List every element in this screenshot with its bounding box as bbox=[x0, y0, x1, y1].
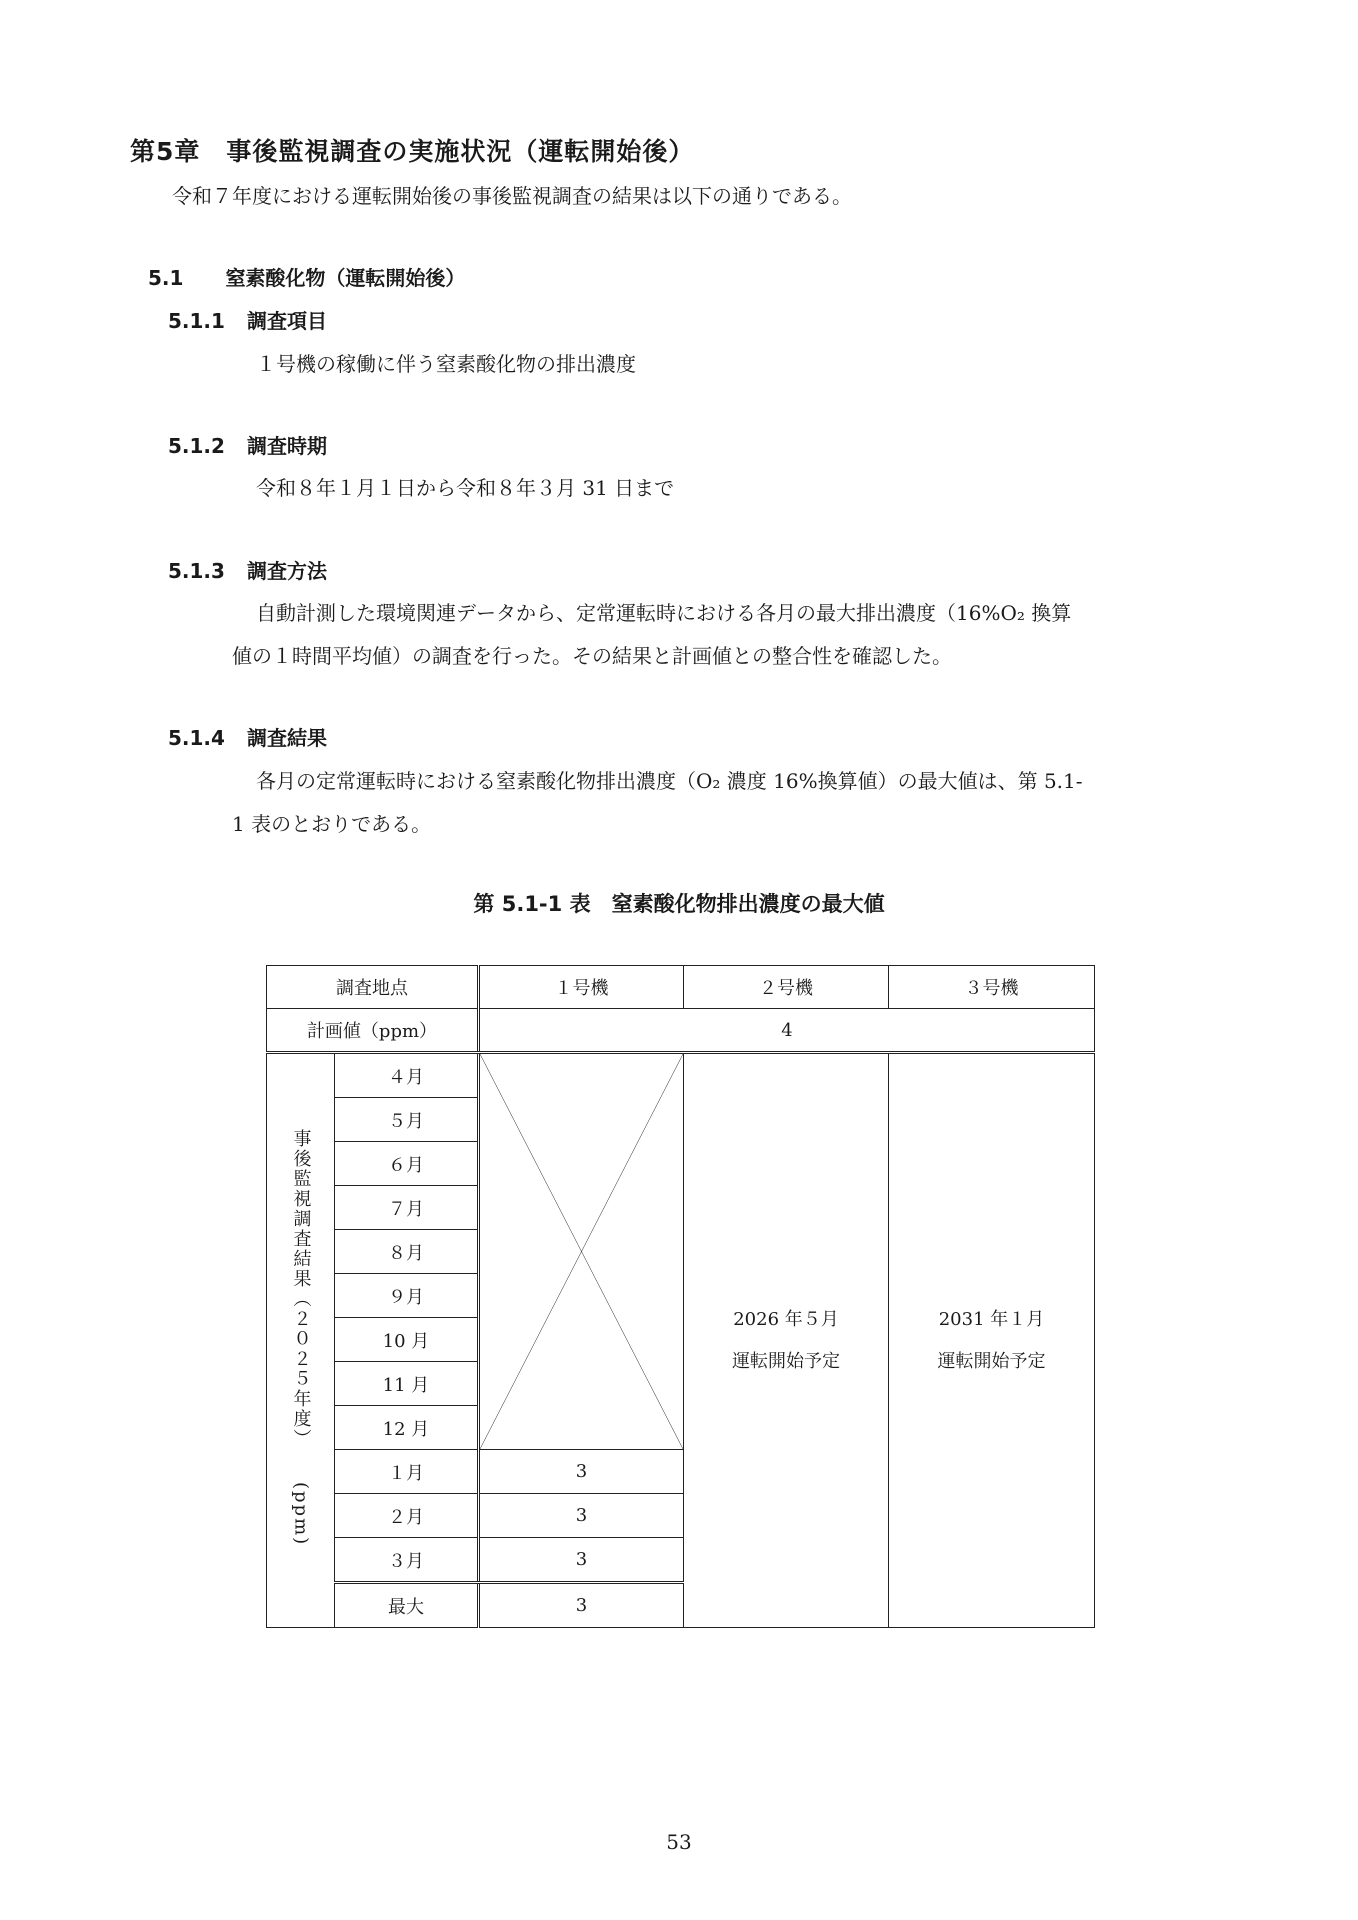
month-cell: ３月 bbox=[335, 1538, 479, 1583]
subsection-number: 5.1.1 bbox=[168, 309, 225, 333]
month-cell: ２月 bbox=[335, 1494, 479, 1538]
subsection-text: 1 表のとおりである。 bbox=[232, 812, 432, 836]
month-cell: ７月 bbox=[335, 1186, 479, 1230]
subsection-heading bbox=[168, 305, 327, 334]
table-row bbox=[267, 1053, 1095, 1098]
table-header-row bbox=[267, 966, 1095, 1009]
plan-label: 計画値（ppm） bbox=[267, 1009, 479, 1053]
subsection-title: 調査方法 bbox=[246, 559, 327, 583]
month-cell: ９月 bbox=[335, 1274, 479, 1318]
section-title: 窒素酸化物（運転開始後） bbox=[225, 266, 466, 290]
month-cell: 12 月 bbox=[335, 1406, 479, 1450]
row-group-label-text: 事後監視調査結果（２０２５年度） bbox=[290, 1129, 312, 1450]
result-table bbox=[266, 965, 1095, 1628]
plan-row bbox=[267, 1009, 1095, 1053]
unit-3-status: 運転開始予定 bbox=[937, 1350, 1046, 1372]
subsection-number: 5.1.4 bbox=[168, 726, 225, 750]
subsection-heading bbox=[168, 430, 327, 459]
month-cell: ５月 bbox=[335, 1098, 479, 1142]
subsection-title: 調査時期 bbox=[246, 434, 327, 458]
month-cell: ４月 bbox=[335, 1053, 479, 1098]
page-number: 53 bbox=[666, 1830, 692, 1854]
cross-out-mark bbox=[480, 1054, 683, 1449]
table-caption: 第 5.1-1 表 窒素酸化物排出濃度の最大値 bbox=[473, 892, 885, 916]
header-unit-3: ３号機 bbox=[889, 966, 1095, 1009]
subsection-title: 調査項目 bbox=[246, 309, 327, 333]
unit-3-note bbox=[889, 1053, 1095, 1628]
month-cell: ８月 bbox=[335, 1230, 479, 1274]
max-value: 3 bbox=[479, 1583, 684, 1628]
header-unit-1: １号機 bbox=[479, 966, 684, 1009]
month-cell: 10 月 bbox=[335, 1318, 479, 1362]
header-label: 調査地点 bbox=[267, 966, 479, 1009]
unit-2-note bbox=[684, 1053, 889, 1628]
section-heading bbox=[148, 262, 465, 291]
plan-value: 4 bbox=[479, 1009, 1095, 1053]
value-cell: 3 bbox=[479, 1450, 684, 1494]
intro-text: 令和７年度における運転開始後の事後監視調査の結果は以下の通りである。 bbox=[172, 184, 852, 208]
subsection-text: 自動計測した環境関連データから、定常運転時における各月の最大排出濃度（16%O₂ 換算 bbox=[256, 601, 1072, 625]
value-cell: 3 bbox=[479, 1494, 684, 1538]
subsection-number: 5.1.3 bbox=[168, 559, 225, 583]
section-number: 5.1 bbox=[148, 266, 184, 290]
month-cell: 11 月 bbox=[335, 1362, 479, 1406]
row-group-unit: (ppm) bbox=[290, 1482, 312, 1547]
unit-2-status: 運転開始予定 bbox=[732, 1350, 840, 1372]
subsection-text: 令和８年１月１日から令和８年３月 31 日まで bbox=[256, 476, 675, 500]
header-unit-2: ２号機 bbox=[684, 966, 889, 1009]
subsection-text: 値の１時間平均値）の調査を行った。その結果と計画値との整合性を確認した。 bbox=[232, 644, 952, 668]
unit-3-date: 2031 年１月 bbox=[938, 1308, 1045, 1330]
subsection-title: 調査結果 bbox=[246, 726, 327, 750]
row-group-label bbox=[267, 1053, 335, 1628]
month-cell: ６月 bbox=[335, 1142, 479, 1186]
month-cell: １月 bbox=[335, 1450, 479, 1494]
subsection-text: 各月の定常運転時における窒素酸化物排出濃度（O₂ 濃度 16%換算値）の最大値は、第 5.1- bbox=[256, 769, 1083, 793]
subsection-text: １号機の稼働に伴う窒素酸化物の排出濃度 bbox=[256, 352, 636, 376]
subsection-heading bbox=[168, 722, 327, 751]
subsection-number: 5.1.2 bbox=[168, 434, 225, 458]
value-cell: 3 bbox=[479, 1538, 684, 1583]
not-applicable-cell bbox=[479, 1053, 684, 1450]
unit-2-date: 2026 年５月 bbox=[733, 1308, 839, 1330]
max-label: 最大 bbox=[335, 1583, 479, 1628]
chapter-title: 第5章 事後監視調査の実施状況（運転開始後） bbox=[130, 137, 695, 166]
subsection-heading bbox=[168, 555, 327, 584]
